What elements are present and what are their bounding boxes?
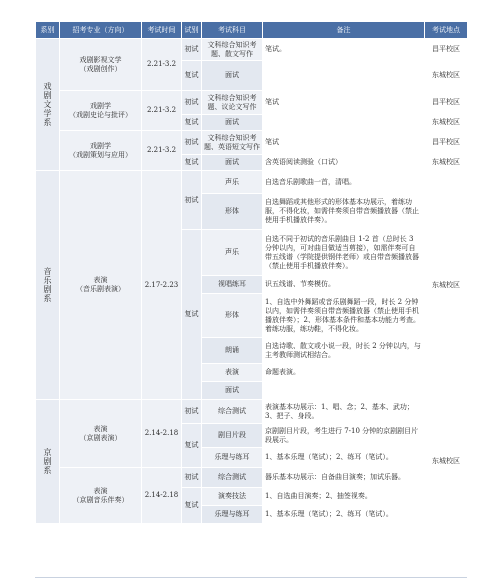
subject-cell: 视唱练耳 — [202, 276, 263, 294]
note-cell: 识五线谱、节奏模仿。 — [263, 276, 425, 294]
subject-cell: 面试 — [202, 155, 263, 171]
subject-cell: 乐理与练耳 — [202, 448, 263, 468]
note-cell: 1、自选中外舞蹈或音乐剧舞蹈一段，时长 2 分钟以内，如需伴奏须自带音频播放器（禁止使用手机播放伴奏）；2、形体基本条件和基本功能力考查。着练功服，练功鞋，不得化妆。 — [263, 294, 425, 338]
note-cell: 自选不同于初试的音乐剧曲目 1-2 首（总时长 3 分钟以内，可对曲目做适当剪接），如需伴奏可自带五线谱（学院提供钢伴老师）或自带音频播放器（禁止使用手机播放伴奏）。 — [263, 230, 425, 276]
table-row — [36, 131, 468, 155]
location-cell: 东城校区 — [425, 171, 468, 400]
note-cell: 京剧剧目片段，考生进行 7-10 分钟的京剧剧目片段展示。 — [263, 424, 425, 448]
round-cell: 复试 — [182, 424, 202, 468]
subject-cell: 剧目片段 — [202, 424, 263, 448]
note-cell: 笔试 — [263, 91, 425, 115]
round-cell: 初试 — [182, 468, 202, 488]
subject-cell: 文科综合知识考 题、议论文写作 — [202, 91, 263, 115]
subject-cell: 朗诵 — [202, 338, 263, 364]
subject-cell: 乐理与练耳 — [202, 506, 263, 524]
round-cell: 复试 — [182, 488, 202, 524]
time-cell: 2.21-3.2 — [142, 39, 182, 91]
note-cell: 自选舞蹈或其他形式的形体基本功展示，着练功服，不得化妆，如需伴奏须自带音频播放器（禁止使用手机播放伴奏）。 — [263, 194, 425, 230]
note-cell: 器乐基本功展示：自备曲目演奏；加试乐器。 — [263, 468, 425, 488]
subject-cell: 形体 — [202, 194, 263, 230]
header-dept: 系别 — [36, 22, 60, 39]
location-cell: 昌平校区 — [425, 39, 468, 61]
round-cell: 初试 — [182, 39, 202, 61]
dept-cell — [36, 39, 60, 171]
note-cell: 表演基本功展示：1、唱、念；2、基本、武功；3、把子、身段。 — [263, 400, 425, 424]
major-cell: 戏剧学 （戏剧史论与批评） — [60, 91, 142, 131]
round-cell: 复试 — [182, 115, 202, 131]
round-cell: 复试 — [182, 155, 202, 171]
dept-opera: 京剧系 — [43, 448, 52, 475]
header-time: 考试时间 — [142, 22, 182, 39]
note-cell: 含英语阅读测验（口试） — [263, 155, 425, 171]
table-row — [36, 400, 468, 424]
subject-cell: 声乐 — [202, 171, 263, 194]
major-cell: 表演 （京剧表演） — [60, 400, 142, 468]
note-cell: 自选音乐剧歌曲一首，清唱。 — [263, 171, 425, 194]
location-cell: 东城校区 — [425, 400, 468, 524]
note-cell — [263, 382, 425, 400]
subject-cell: 综合测试 — [202, 400, 263, 424]
table-row — [36, 91, 468, 115]
major-cell: 表演 （京剧音乐伴奏） — [60, 468, 142, 524]
round-cell: 初试 — [182, 131, 202, 155]
location-cell: 昌平校区 — [425, 91, 468, 115]
subject-cell: 面试 — [202, 61, 263, 91]
round-cell: 复试 — [182, 230, 202, 400]
round-cell: 初试 — [182, 171, 202, 230]
subject-cell: 演奏技法 — [202, 488, 263, 506]
subject-cell: 形体 — [202, 294, 263, 338]
header-location: 考试地点 — [425, 22, 468, 39]
location-cell: 东城校区 — [425, 115, 468, 131]
subject-cell: 文科综合知识考 题、散文写作 — [202, 39, 263, 61]
time-cell: 2.14-2.18 — [142, 468, 182, 524]
time-cell: 2.14-2.18 — [142, 400, 182, 468]
time-cell: 2.17-2.23 — [142, 171, 182, 400]
exam-schedule-table — [35, 21, 468, 524]
note-cell — [263, 61, 425, 91]
table-row — [36, 171, 468, 194]
table-bottom-rule — [35, 577, 467, 578]
note-cell: 1、自选曲目演奏；2、抽签视奏。 — [263, 488, 425, 506]
header-note: 备注 — [263, 22, 425, 39]
subject-cell: 综合测试 — [202, 468, 263, 488]
round-cell: 初试 — [182, 400, 202, 424]
note-cell: 笔试 — [263, 131, 425, 155]
subject-cell: 文科综合知识考 题、英语短文写作 — [202, 131, 263, 155]
header-round: 试别 — [182, 22, 202, 39]
location-cell: 昌平校区 — [425, 131, 468, 155]
round-cell: 复试 — [182, 61, 202, 91]
table-row — [36, 39, 468, 61]
note-cell: 1、基本乐理（笔试）；2、练耳（笔试）。 — [263, 448, 425, 468]
dept-drama: 戏剧文学系 — [43, 82, 52, 127]
header-major: 招考专业（方向） — [60, 22, 142, 39]
dept-cell — [36, 400, 60, 524]
note-cell: 命题表演。 — [263, 364, 425, 382]
note-cell: 1、基本乐理（笔试）；2、练耳（笔试）。 — [263, 506, 425, 524]
time-cell: 2.21-3.2 — [142, 131, 182, 171]
round-cell: 初试 — [182, 91, 202, 115]
dept-music: 音乐剧系 — [43, 267, 52, 303]
table-header-row — [36, 22, 468, 39]
subject-cell: 表演 — [202, 364, 263, 382]
note-cell — [263, 115, 425, 131]
location-cell: 东城校区 — [425, 61, 468, 91]
table-row — [36, 468, 468, 488]
note-cell: 笔试。 — [263, 39, 425, 61]
dept-cell — [36, 171, 60, 400]
subject-cell: 面试 — [202, 115, 263, 131]
subject-cell: 声乐 — [202, 230, 263, 276]
time-cell: 2.21-3.2 — [142, 91, 182, 131]
header-subject: 考试科目 — [202, 22, 263, 39]
subject-cell: 面试 — [202, 382, 263, 400]
major-cell: 表演 （音乐剧表演） — [60, 171, 142, 400]
major-cell: 戏剧影视文学 （戏剧创作） — [60, 39, 142, 91]
note-cell: 自选诗歌、散文或小说一段，时长 2 分钟以内，与主考教师测试相结合。 — [263, 338, 425, 364]
major-cell: 戏剧学 （戏剧策划与应用） — [60, 131, 142, 171]
location-cell: 东城校区 — [425, 155, 468, 171]
